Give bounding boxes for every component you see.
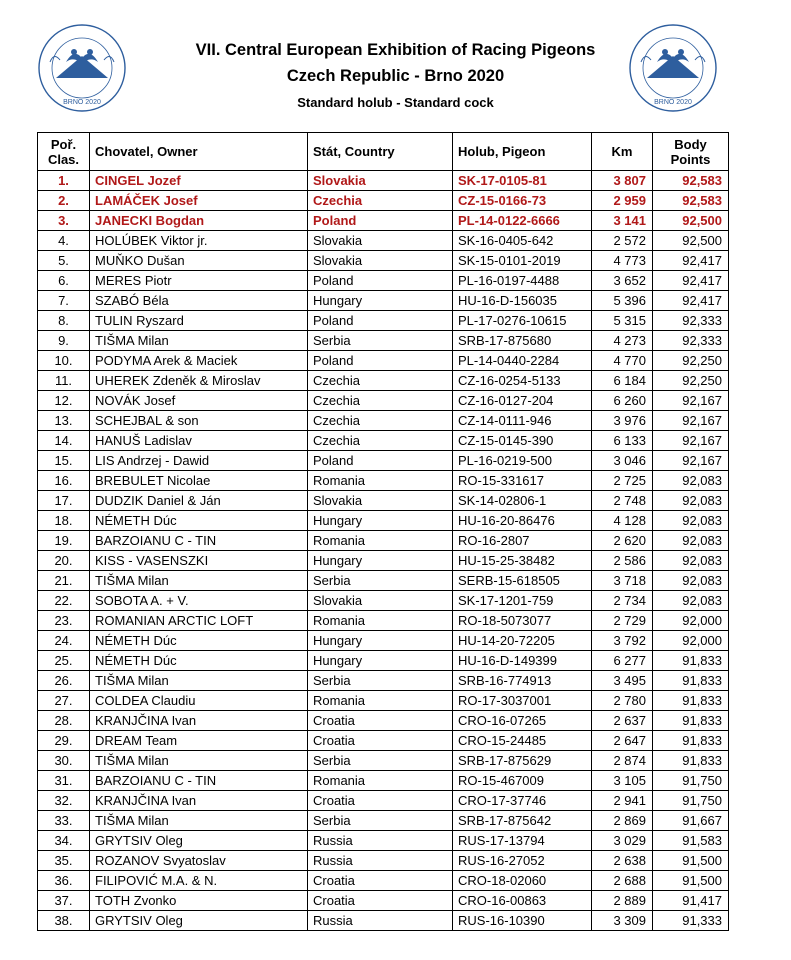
cell-pigeon: SK-16-0405-642 (453, 231, 592, 251)
table-row (38, 451, 729, 471)
table-row (38, 511, 729, 531)
cell-owner: TOTH Zvonko (90, 891, 308, 911)
table-row (38, 831, 729, 851)
cell-points: 91,833 (653, 731, 729, 751)
cell-km: 2 647 (592, 731, 653, 751)
cell-pigeon: PL-14-0122-6666 (453, 211, 592, 231)
cell-rank: 35. (38, 851, 90, 871)
cell-rank: 34. (38, 831, 90, 851)
cell-points: 92,167 (653, 411, 729, 431)
cell-country: Czechia (308, 191, 453, 211)
cell-pigeon: SRB-17-875680 (453, 331, 592, 351)
table-row (38, 611, 729, 631)
table-row (38, 171, 729, 191)
cell-owner: KRANJČINA Ivan (90, 791, 308, 811)
cell-km: 3 029 (592, 831, 653, 851)
cell-country: Poland (308, 271, 453, 291)
cell-rank: 10. (38, 351, 90, 371)
cell-rank: 7. (38, 291, 90, 311)
cell-pigeon: RO-15-467009 (453, 771, 592, 791)
page-title: VII. Central European Exhibition of Racing Pigeons (195, 41, 596, 59)
cell-pigeon: SRB-17-875629 (453, 751, 592, 771)
cell-points: 92,000 (653, 631, 729, 651)
cell-country: Hungary (308, 631, 453, 651)
table-row (38, 271, 729, 291)
cell-pigeon: SK-17-0105-81 (453, 171, 592, 191)
cell-country: Serbia (308, 751, 453, 771)
cell-owner: TIŠMA Milan (90, 671, 308, 691)
cell-km: 6 260 (592, 391, 653, 411)
cell-rank: 12. (38, 391, 90, 411)
cell-owner: LAMÁČEK Josef (90, 191, 308, 211)
cell-km: 2 638 (592, 851, 653, 871)
cell-pigeon: SK-15-0101-2019 (453, 251, 592, 271)
cell-km: 6 184 (592, 371, 653, 391)
table-row (38, 671, 729, 691)
table-row (38, 751, 729, 771)
cell-km: 6 277 (592, 651, 653, 671)
cell-km: 3 495 (592, 671, 653, 691)
cell-owner: UHEREK Zdeněk & Miroslav (90, 371, 308, 391)
cell-rank: 36. (38, 871, 90, 891)
table-row (38, 531, 729, 551)
cell-country: Serbia (308, 671, 453, 691)
table-row (38, 691, 729, 711)
cell-km: 3 718 (592, 571, 653, 591)
cell-pigeon: HU-15-25-38482 (453, 551, 592, 571)
cell-pigeon: RO-18-5073077 (453, 611, 592, 631)
cell-pigeon: PL-17-0276-10615 (453, 311, 592, 331)
cell-rank: 26. (38, 671, 90, 691)
cell-points: 92,000 (653, 611, 729, 631)
cell-km: 2 748 (592, 491, 653, 511)
cell-owner: CINGEL Jozef (90, 171, 308, 191)
results-body (38, 171, 729, 931)
cell-points: 91,583 (653, 831, 729, 851)
cell-km: 3 105 (592, 771, 653, 791)
cell-points: 92,083 (653, 571, 729, 591)
cell-rank: 21. (38, 571, 90, 591)
cell-rank: 15. (38, 451, 90, 471)
table-row (38, 771, 729, 791)
cell-owner: NÉMETH Dúc (90, 511, 308, 531)
cell-points: 92,083 (653, 511, 729, 531)
cell-country: Hungary (308, 651, 453, 671)
cell-points: 91,833 (653, 651, 729, 671)
cell-km: 3 792 (592, 631, 653, 651)
cell-km: 3 046 (592, 451, 653, 471)
cell-km: 4 128 (592, 511, 653, 531)
cell-owner: TULIN Ryszard (90, 311, 308, 331)
cell-owner: HOLÚBEK Viktor jr. (90, 231, 308, 251)
cell-km: 2 889 (592, 891, 653, 911)
table-row (38, 431, 729, 451)
table-row (38, 191, 729, 211)
cell-km: 2 620 (592, 531, 653, 551)
cell-points: 92,500 (653, 231, 729, 251)
cell-pigeon: CZ-15-0145-390 (453, 431, 592, 451)
column-header-country: Stát, Country (308, 133, 453, 171)
table-row (38, 331, 729, 351)
table-row (38, 211, 729, 231)
cell-rank: 38. (38, 911, 90, 931)
cell-points: 92,417 (653, 291, 729, 311)
cell-pigeon: CZ-16-0254-5133 (453, 371, 592, 391)
table-row (38, 791, 729, 811)
cell-country: Czechia (308, 411, 453, 431)
results-table (37, 132, 729, 931)
cell-owner: SZABÓ Béla (90, 291, 308, 311)
cell-points: 91,833 (653, 691, 729, 711)
cell-owner: SOBOTA A. + V. (90, 591, 308, 611)
cell-points: 91,750 (653, 771, 729, 791)
cell-owner: TIŠMA Milan (90, 751, 308, 771)
cell-country: Croatia (308, 711, 453, 731)
cell-points: 91,500 (653, 871, 729, 891)
cell-country: Romania (308, 691, 453, 711)
cell-rank: 5. (38, 251, 90, 271)
cell-pigeon: RUS-16-27052 (453, 851, 592, 871)
cell-country: Romania (308, 771, 453, 791)
table-row (38, 891, 729, 911)
cell-country: Slovakia (308, 251, 453, 271)
cell-points: 92,167 (653, 391, 729, 411)
cell-owner: ROMANIAN ARCTIC LOFT (90, 611, 308, 631)
cell-owner: ROZANOV Svyatoslav (90, 851, 308, 871)
cell-owner: TIŠMA Milan (90, 331, 308, 351)
cell-country: Croatia (308, 791, 453, 811)
cell-rank: 8. (38, 311, 90, 331)
cell-points: 91,833 (653, 751, 729, 771)
cell-country: Russia (308, 851, 453, 871)
cell-points: 92,333 (653, 331, 729, 351)
cell-rank: 18. (38, 511, 90, 531)
column-header-points-label: Body Points (670, 136, 711, 167)
cell-km: 5 396 (592, 291, 653, 311)
cell-km: 3 807 (592, 171, 653, 191)
cell-rank: 27. (38, 691, 90, 711)
cell-owner: COLDEA Claudiu (90, 691, 308, 711)
cell-points: 91,667 (653, 811, 729, 831)
cell-owner: GRYTSIV Oleg (90, 911, 308, 931)
cell-country: Slovakia (308, 231, 453, 251)
cell-pigeon: SRB-16-774913 (453, 671, 592, 691)
table-row (38, 731, 729, 751)
cell-rank: 23. (38, 611, 90, 631)
table-row (38, 491, 729, 511)
cell-pigeon: CZ-15-0166-73 (453, 191, 592, 211)
column-header-points (653, 133, 729, 171)
table-row (38, 351, 729, 371)
cell-points: 92,333 (653, 311, 729, 331)
cell-owner: DREAM Team (90, 731, 308, 751)
cell-rank: 22. (38, 591, 90, 611)
cell-km: 3 141 (592, 211, 653, 231)
cell-km: 3 652 (592, 271, 653, 291)
cell-country: Serbia (308, 331, 453, 351)
cell-rank: 33. (38, 811, 90, 831)
cell-country: Romania (308, 611, 453, 631)
logo-year-text: BRNO 2020 (654, 99, 692, 106)
cell-points: 92,083 (653, 531, 729, 551)
cell-rank: 14. (38, 431, 90, 451)
cell-owner: MERES Piotr (90, 271, 308, 291)
cell-pigeon: SK-14-02806-1 (453, 491, 592, 511)
cell-country: Romania (308, 471, 453, 491)
cell-pigeon: PL-14-0440-2284 (453, 351, 592, 371)
cell-rank: 4. (38, 231, 90, 251)
cell-km: 3 976 (592, 411, 653, 431)
cell-points: 92,083 (653, 491, 729, 511)
cell-km: 2 734 (592, 591, 653, 611)
cell-country: Slovakia (308, 591, 453, 611)
cell-owner: NOVÁK Josef (90, 391, 308, 411)
cell-rank: 37. (38, 891, 90, 911)
cell-pigeon: SERB-15-618505 (453, 571, 592, 591)
cell-pigeon: CRO-15-24485 (453, 731, 592, 751)
category-title: Standard holub - Standard cock (297, 95, 494, 110)
cell-pigeon: SK-17-1201-759 (453, 591, 592, 611)
table-row (38, 851, 729, 871)
cell-country: Russia (308, 911, 453, 931)
cell-country: Poland (308, 451, 453, 471)
cell-points: 92,167 (653, 431, 729, 451)
cell-pigeon: HU-16-D-156035 (453, 291, 592, 311)
column-header-km: Km (592, 133, 653, 171)
table-row (38, 311, 729, 331)
cell-country: Slovakia (308, 491, 453, 511)
cell-rank: 2. (38, 191, 90, 211)
table-row (38, 811, 729, 831)
cell-pigeon: RO-16-2807 (453, 531, 592, 551)
cell-km: 6 133 (592, 431, 653, 451)
cell-pigeon: RUS-16-10390 (453, 911, 592, 931)
cell-owner: BREBULET Nicolae (90, 471, 308, 491)
cell-country: Hungary (308, 551, 453, 571)
cell-km: 5 315 (592, 311, 653, 331)
cell-owner: BARZOIANU C - TIN (90, 771, 308, 791)
table-row (38, 291, 729, 311)
cell-km: 2 688 (592, 871, 653, 891)
cell-owner: NÉMETH Dúc (90, 651, 308, 671)
table-row (38, 391, 729, 411)
table-row (38, 631, 729, 651)
cell-km: 2 780 (592, 691, 653, 711)
column-header-pigeon: Holub, Pigeon (453, 133, 592, 171)
cell-km: 3 309 (592, 911, 653, 931)
cell-pigeon: CRO-16-07265 (453, 711, 592, 731)
table-row (38, 231, 729, 251)
cell-owner: HANUŠ Ladislav (90, 431, 308, 451)
cell-owner: MUŇKO Dušan (90, 251, 308, 271)
cell-rank: 20. (38, 551, 90, 571)
cell-rank: 13. (38, 411, 90, 431)
cell-owner: TIŠMA Milan (90, 811, 308, 831)
table-row (38, 651, 729, 671)
column-header-rank (38, 133, 90, 171)
cell-points: 91,833 (653, 671, 729, 691)
table-row (38, 411, 729, 431)
cell-pigeon: CRO-17-37746 (453, 791, 592, 811)
cell-points: 91,333 (653, 911, 729, 931)
cell-owner: GRYTSIV Oleg (90, 831, 308, 851)
cell-rank: 24. (38, 631, 90, 651)
cell-points: 92,250 (653, 351, 729, 371)
cell-km: 2 637 (592, 711, 653, 731)
cell-km: 2 941 (592, 791, 653, 811)
cell-country: Poland (308, 311, 453, 331)
cell-rank: 29. (38, 731, 90, 751)
column-header-rank-label: Poř. Clas. (47, 136, 80, 167)
cell-km: 2 869 (592, 811, 653, 831)
cell-pigeon: CRO-18-02060 (453, 871, 592, 891)
cell-points: 92,167 (653, 451, 729, 471)
table-row (38, 711, 729, 731)
cell-pigeon: HU-16-D-149399 (453, 651, 592, 671)
cell-km: 2 874 (592, 751, 653, 771)
cell-km: 2 572 (592, 231, 653, 251)
cell-country: Poland (308, 351, 453, 371)
cell-country: Serbia (308, 571, 453, 591)
cell-points: 92,417 (653, 251, 729, 271)
column-header-owner: Chovatel, Owner (90, 133, 308, 171)
cell-points: 92,500 (653, 211, 729, 231)
page-subtitle-location: Czech Republic - Brno 2020 (286, 67, 505, 85)
cell-pigeon: HU-16-20-86476 (453, 511, 592, 531)
cell-country: Czechia (308, 371, 453, 391)
table-row (38, 591, 729, 611)
cell-km: 4 273 (592, 331, 653, 351)
cell-owner: PODYMA Arek & Maciek (90, 351, 308, 371)
cell-owner: NÉMETH Dúc (90, 631, 308, 651)
cell-pigeon: RUS-17-13794 (453, 831, 592, 851)
table-row (38, 251, 729, 271)
cell-pigeon: RO-15-331617 (453, 471, 592, 491)
cell-rank: 28. (38, 711, 90, 731)
cell-country: Russia (308, 831, 453, 851)
table-row (38, 371, 729, 391)
cell-points: 92,417 (653, 271, 729, 291)
cell-country: Slovakia (308, 171, 453, 191)
cell-owner: KISS - VASENSZKI (90, 551, 308, 571)
cell-country: Croatia (308, 871, 453, 891)
cell-owner: KRANJČINA Ivan (90, 711, 308, 731)
table-row (38, 871, 729, 891)
cell-country: Czechia (308, 431, 453, 451)
cell-pigeon: PL-16-0219-500 (453, 451, 592, 471)
cell-pigeon: SRB-17-875642 (453, 811, 592, 831)
cell-points: 91,417 (653, 891, 729, 911)
cell-pigeon: CRO-16-00863 (453, 891, 592, 911)
cell-pigeon: PL-16-0197-4488 (453, 271, 592, 291)
cell-owner: JANECKI Bogdan (90, 211, 308, 231)
cell-km: 4 773 (592, 251, 653, 271)
cell-points: 92,083 (653, 591, 729, 611)
cell-country: Serbia (308, 811, 453, 831)
cell-pigeon: CZ-14-0111-946 (453, 411, 592, 431)
cell-owner: FILIPOVIĆ M.A. & N. (90, 871, 308, 891)
cell-rank: 25. (38, 651, 90, 671)
cell-country: Hungary (308, 511, 453, 531)
cell-km: 2 729 (592, 611, 653, 631)
cell-points: 92,083 (653, 471, 729, 491)
cell-points: 92,083 (653, 551, 729, 571)
cell-points: 91,833 (653, 711, 729, 731)
cell-country: Romania (308, 531, 453, 551)
cell-owner: DUDZIK Daniel & Ján (90, 491, 308, 511)
cell-rank: 11. (38, 371, 90, 391)
cell-points: 91,750 (653, 791, 729, 811)
table-row (38, 551, 729, 571)
cell-km: 2 586 (592, 551, 653, 571)
table-row (38, 571, 729, 591)
cell-points: 92,250 (653, 371, 729, 391)
cell-pigeon: CZ-16-0127-204 (453, 391, 592, 411)
cell-points: 92,583 (653, 191, 729, 211)
cell-rank: 9. (38, 331, 90, 351)
cell-rank: 16. (38, 471, 90, 491)
cell-owner: TIŠMA Milan (90, 571, 308, 591)
cell-rank: 32. (38, 791, 90, 811)
cell-owner: LIS Andrzej - Dawid (90, 451, 308, 471)
cell-country: Croatia (308, 731, 453, 751)
cell-rank: 6. (38, 271, 90, 291)
cell-pigeon: HU-14-20-72205 (453, 631, 592, 651)
cell-rank: 1. (38, 171, 90, 191)
cell-rank: 3. (38, 211, 90, 231)
cell-country: Czechia (308, 391, 453, 411)
cell-owner: BARZOIANU C - TIN (90, 531, 308, 551)
cell-pigeon: RO-17-3037001 (453, 691, 592, 711)
cell-points: 92,583 (653, 171, 729, 191)
cell-rank: 31. (38, 771, 90, 791)
logo-year-text: BRNO 2020 (63, 99, 101, 106)
cell-country: Hungary (308, 291, 453, 311)
table-row (38, 911, 729, 931)
cell-owner: SCHEJBAL & son (90, 411, 308, 431)
cell-rank: 30. (38, 751, 90, 771)
table-row (38, 471, 729, 491)
cell-country: Poland (308, 211, 453, 231)
cell-rank: 19. (38, 531, 90, 551)
cell-points: 91,500 (653, 851, 729, 871)
cell-rank: 17. (38, 491, 90, 511)
cell-km: 2 725 (592, 471, 653, 491)
table-header-row (38, 133, 729, 171)
cell-km: 2 959 (592, 191, 653, 211)
cell-km: 4 770 (592, 351, 653, 371)
cell-country: Croatia (308, 891, 453, 911)
